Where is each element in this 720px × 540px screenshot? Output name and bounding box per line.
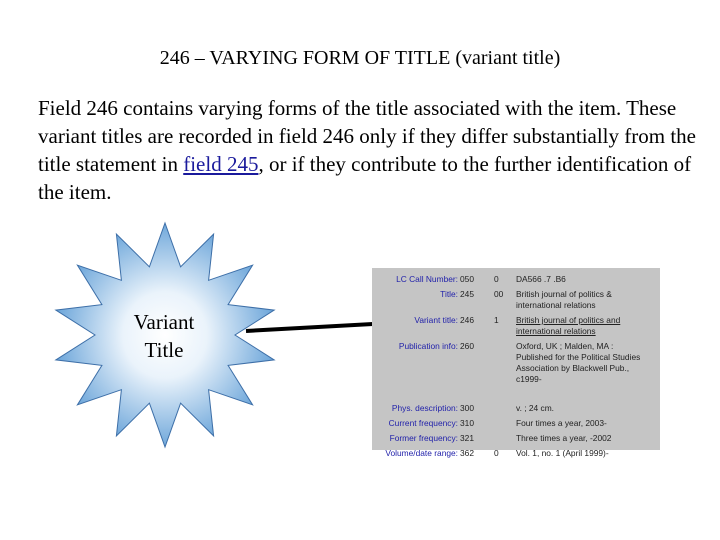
record-value-line: British journal of politics and xyxy=(516,315,621,325)
record-value-line: British journal of politics & xyxy=(516,289,612,299)
record-field-label: Former frequency: xyxy=(389,433,458,443)
record-field-value xyxy=(516,289,656,311)
record-field-label: Volume/date range: xyxy=(385,448,458,458)
record-value-line: Oxford, UK ; Malden, MA : xyxy=(516,341,614,351)
record-marc-tag: 050 xyxy=(460,274,474,284)
record-field-value xyxy=(516,403,656,414)
record-indicator: 0 xyxy=(494,274,499,284)
record-value-line: international relations xyxy=(516,300,596,310)
record-indicator: 1 xyxy=(494,315,499,325)
record-row xyxy=(372,315,660,337)
record-field-value xyxy=(516,315,656,337)
record-field-label: Variant title: xyxy=(414,315,458,325)
callout-line-2: Title xyxy=(144,338,184,362)
record-field-value xyxy=(516,341,656,385)
record-value-line: Three times a year, -2002 xyxy=(516,433,612,443)
record-row xyxy=(372,289,660,311)
record-row xyxy=(372,341,660,385)
catalog-record-screenshot xyxy=(372,268,660,458)
record-field-value xyxy=(516,433,656,444)
paragraph-text-start: Field 246 contains varying forms of the title associated with the item. These variant titles are recorded in field 246 only if they differ substantially from the title statement in xyxy=(38,96,696,176)
record-value-line: c1999- xyxy=(516,374,542,384)
record-field-value xyxy=(516,418,656,429)
record-row xyxy=(372,448,660,459)
record-value-line: international relations xyxy=(516,326,596,336)
record-field-value xyxy=(516,448,656,459)
record-value-line: v. ; 24 cm. xyxy=(516,403,555,413)
record-marc-tag: 321 xyxy=(460,433,474,443)
record-marc-tag: 260 xyxy=(460,341,474,351)
record-marc-tag: 310 xyxy=(460,418,474,428)
record-marc-tag: 245 xyxy=(460,289,474,299)
record-row xyxy=(372,433,660,444)
record-value-line: DA566 .7 .B6 xyxy=(516,274,566,284)
record-marc-tag: 362 xyxy=(460,448,474,458)
paragraph-text-end: , or if they contribute to the further identification of the item. xyxy=(38,152,692,204)
record-marc-tag: 300 xyxy=(460,403,474,413)
record-row xyxy=(372,418,660,429)
record-value-line: Association by Blackwell Pub., xyxy=(516,363,630,373)
record-row xyxy=(372,274,660,285)
record-field-label: Current frequency: xyxy=(388,418,458,428)
field-245-link[interactable]: field 245 xyxy=(183,152,259,176)
callout-label xyxy=(118,308,210,364)
record-field-label: Phys. description: xyxy=(391,403,458,413)
record-field-value xyxy=(516,274,656,285)
record-value-line: Four times a year, 2003- xyxy=(516,418,607,428)
slide-title: 246 – VARYING FORM OF TITLE (variant title) xyxy=(159,47,561,69)
record-row xyxy=(372,403,660,414)
record-marc-tag: 246 xyxy=(460,315,474,325)
record-value-line: Vol. 1, no. 1 (April 1999)- xyxy=(516,448,609,458)
record-field-label: Title: xyxy=(440,289,458,299)
record-field-label: Publication info: xyxy=(398,341,458,351)
callout-line-1: Variant xyxy=(133,310,195,334)
record-value-line: Published for the Political Studies xyxy=(516,352,641,362)
record-indicator: 00 xyxy=(494,289,504,299)
record-field-label: LC Call Number: xyxy=(396,274,458,284)
record-indicator: 0 xyxy=(494,448,499,458)
